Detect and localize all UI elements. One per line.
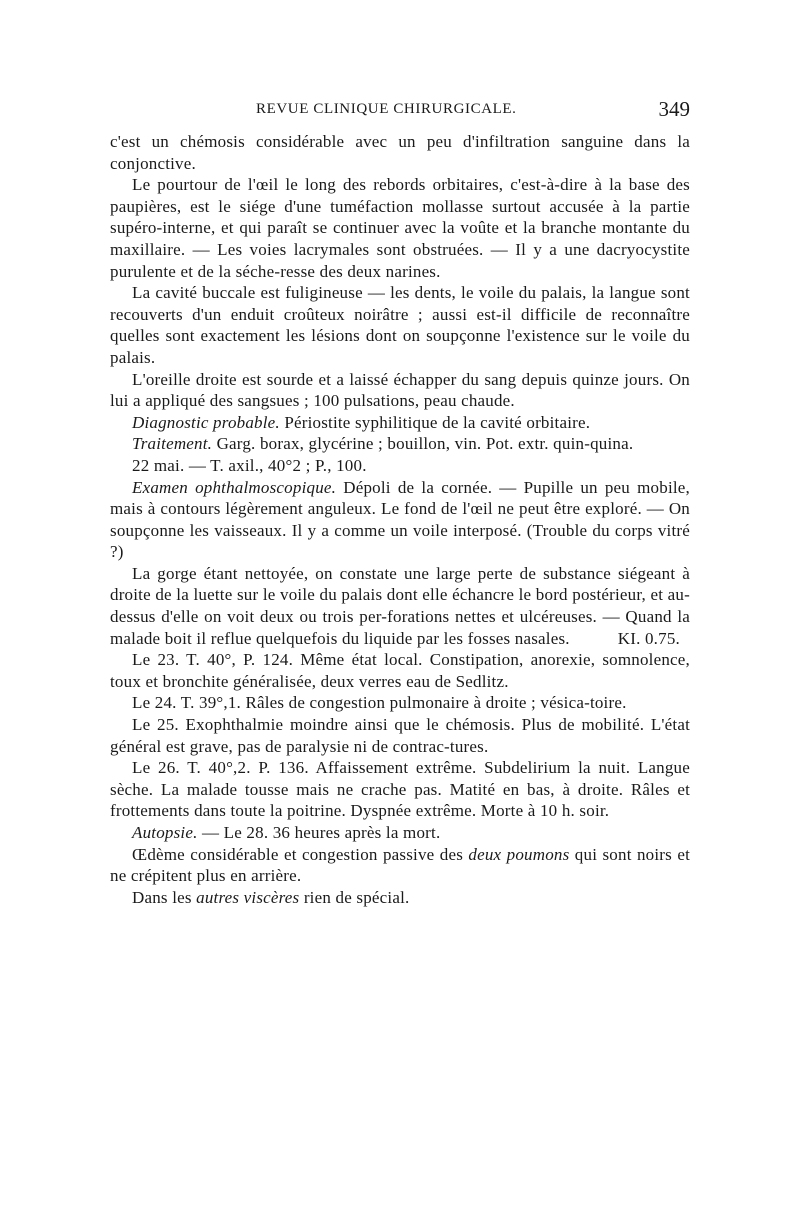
paragraph-chemosis: c'est un chémosis considérable avec un peu d'infiltration sanguine dans la conjonctive. bbox=[110, 132, 690, 173]
autopsy-text: — Le 28. 36 heures après la mort. bbox=[197, 823, 441, 842]
paragraph-treatment bbox=[110, 433, 690, 455]
paragraph-right-ear: L'oreille droite est sourde et a laissé échapper du sang depuis quinze jours. On lui a appliqué des sangsues ; 100 pulsations, peau chaude. bbox=[110, 369, 690, 411]
treatment-text: Garg. borax, glycérine ; bouillon, vin. Pot. extr. quin-quina. bbox=[212, 434, 634, 454]
body-text bbox=[110, 131, 690, 908]
throat-text: La gorge étant nettoyée, on constate une large perte de substance siégeant à droite de la luette sur le voile du palais dont elle échancre le bord postérieur, et au-dessus d'elle on voit deux ou trois per-forations nettes et ulcéreuses. — Quand la malade boit il reflue quelquefois du liquide par les fosses nasales. bbox=[110, 563, 690, 648]
treatment-label: Traitement. bbox=[132, 434, 213, 454]
lungs-emphasis: deux poumons bbox=[468, 844, 570, 864]
paragraph-day-24: Le 24. T. 39°,1. Râles de congestion pulmonaire à droite ; vésica-toire. bbox=[132, 693, 627, 713]
paragraph-autopsy bbox=[110, 822, 690, 844]
paragraph-throat bbox=[110, 563, 690, 649]
paragraph-viscera bbox=[110, 887, 690, 909]
diagnosis-label: Diagnostic probable. bbox=[132, 412, 280, 432]
paragraph-orbit-swelling: Le pourtour de l'œil le long des rebords orbitaires, c'est-à-dire à la base des paupières, est le siége d'une tuméfaction mollasse surtout accusée à la partie supéro-interne, et qui paraît se continuer avec la voûte et la branche montante du maxillaire. — Les voies lacrymales sont obstruées. — Il y a une dacryocystite purulente et de la séche-resse des deux narines. bbox=[110, 175, 690, 281]
diagnosis-text: Périostite syphilitique de la cavité orbitaire. bbox=[279, 412, 591, 432]
paragraph-day-26: Le 26. T. 40°,2. P. 136. Affaissement extrême. Subdelirium la nuit. Langue sèche. La malade tousse mais ne crache pas. Matité en bas, à droite. Râles et frottements dans toute la poitrine. Dyspnée extrême. Morte à 10 h. soir. bbox=[110, 758, 690, 821]
paragraph-may-22: 22 mai. — T. axil., 40°2 ; P., 100. bbox=[132, 455, 367, 475]
autopsy-label: Autopsie. bbox=[132, 823, 198, 842]
paragraph-ophthalmoscopy bbox=[110, 477, 690, 563]
paragraph-day-23: Le 23. T. 40°, P. 124. Même état local. Constipation, anorexie, somnolence, toux et bronchite généralisée, deux verres eau de Sedlitz. bbox=[110, 650, 690, 691]
paragraph-diagnosis bbox=[110, 412, 690, 434]
page-number: 349 bbox=[658, 97, 690, 121]
viscera-text-a: Dans les bbox=[132, 887, 197, 907]
page-header bbox=[110, 94, 690, 124]
paragraph-oral-cavity: La cavité buccale est fuligineuse — les dents, le voile du palais, la langue sont recouverts d'un enduit croûteux noirâtre ; aussi est-il difficile de reconnaître quelles sont exactement les lésions dont on soupçonne l'existence sur le voile du palais. bbox=[110, 283, 690, 367]
lungs-text-a: Œdème considérable et congestion passive des bbox=[132, 844, 469, 864]
lungs-text-b: qui sont noirs et ne crépitent plus en arrière. bbox=[110, 844, 691, 886]
viscera-text-b: rien de spécial. bbox=[299, 887, 410, 907]
paragraph-day-25: Le 25. Exophthalmie moindre ainsi que le chémosis. Plus de mobilité. L'état général est grave, pas de paralysie ni de contrac-tures. bbox=[110, 715, 690, 756]
ophthalmoscopy-label: Examen ophthalmoscopique. bbox=[132, 477, 337, 497]
viscera-emphasis: autres viscères bbox=[196, 887, 300, 907]
paragraph-lungs bbox=[110, 844, 690, 887]
prescription-ki: KI. 0.75. bbox=[617, 628, 680, 648]
running-title: REVUE CLINIQUE CHIRURGICALE. bbox=[256, 101, 517, 117]
ophthalmoscopy-text: Dépoli de la cornée. — Pupille un peu mobile, mais à contours légèrement anguleux. Le fond de l'œil ne peut être exploré. — On soupçonne les vaisseaux. Il y a comme un voile interposé. (Trouble du corps vitré ?) bbox=[110, 477, 690, 562]
